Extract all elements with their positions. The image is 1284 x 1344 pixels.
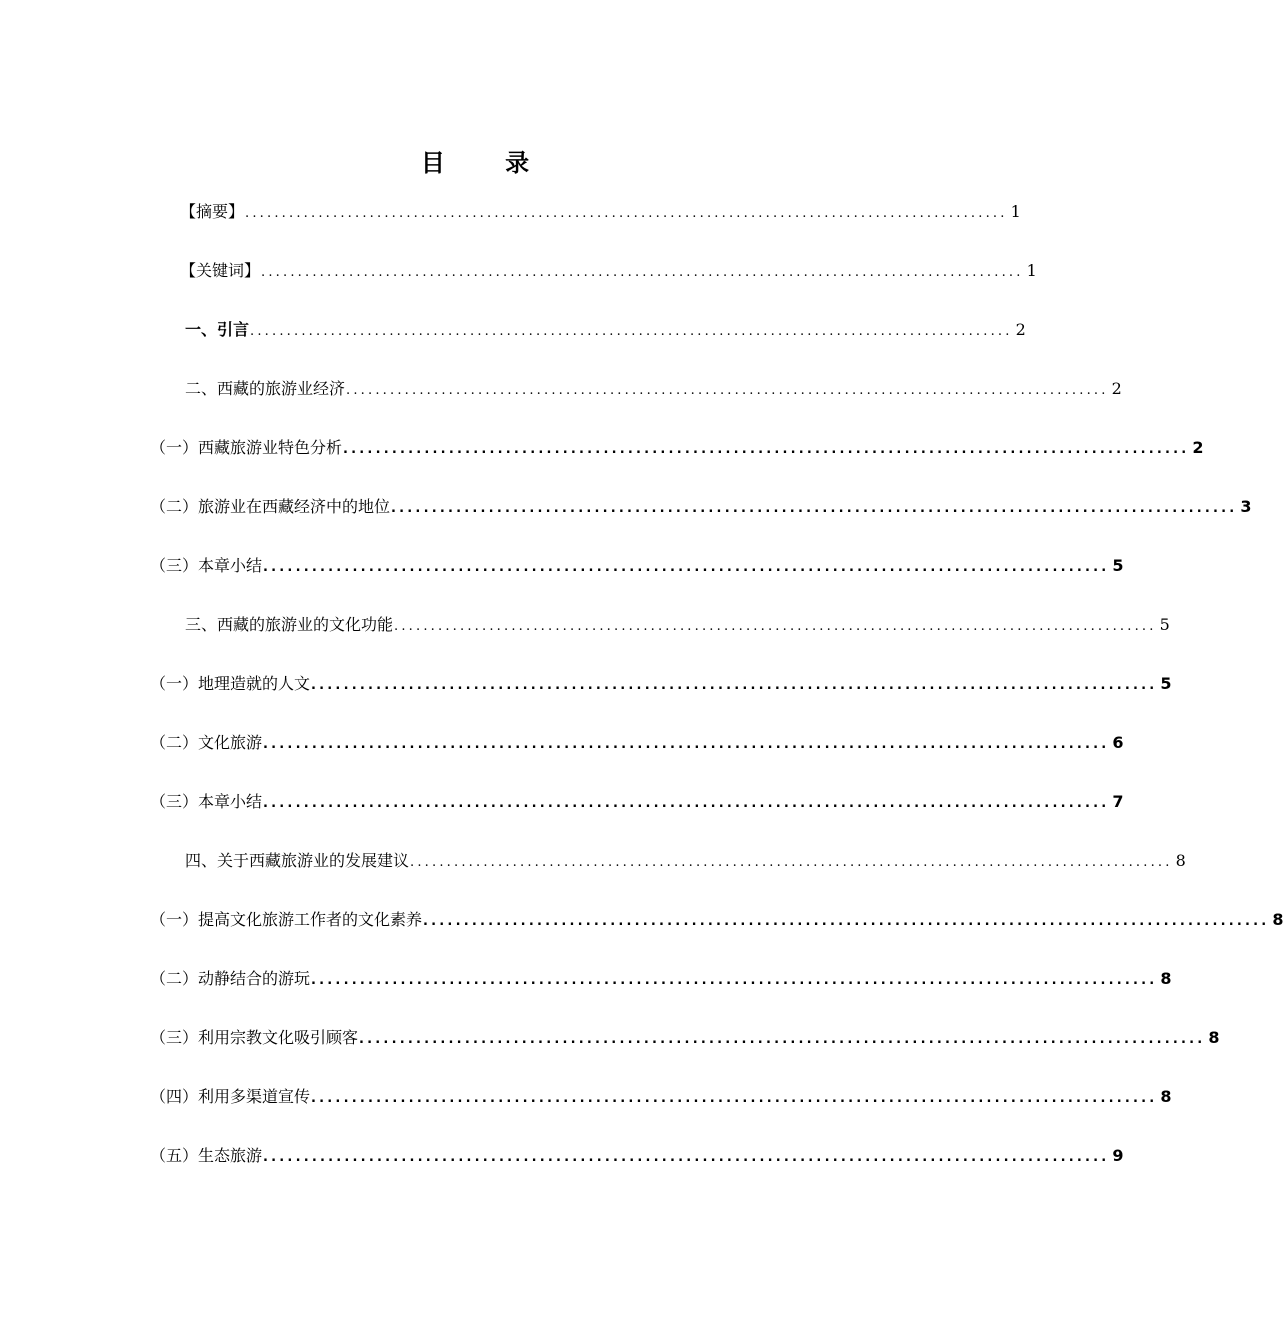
toc-entry-label: （三）本章小结 — [150, 792, 263, 811]
toc-entry-label: （二）旅游业在西藏经济中的地位 — [150, 497, 391, 516]
toc-dot-leader: ........................................................................................................ — [343, 442, 1190, 457]
toc-entry-page: 3 — [1240, 497, 1252, 516]
toc-entry-section-4-1[interactable] — [150, 904, 1284, 936]
toc-entry-page: 2 — [1111, 379, 1122, 398]
toc-dot-leader: ........................................................................................................ — [423, 914, 1270, 929]
toc-entry-label: 四、关于西藏旅游业的发展建议 — [185, 851, 410, 870]
toc-title: 目 录 — [420, 149, 556, 177]
toc-dot-leader: ........................................................................................................ — [346, 383, 1109, 398]
toc-entry-label: （二）文化旅游 — [150, 733, 263, 752]
toc-entry-section-4-5[interactable] — [150, 1140, 1124, 1172]
toc-entry-chapter-2[interactable] — [185, 373, 1122, 405]
toc-dot-leader: ........................................................................................................ — [261, 265, 1024, 280]
toc-dot-leader: ........................................................................................................ — [245, 206, 1008, 221]
toc-entry-page: 8 — [1208, 1028, 1220, 1047]
toc-dot-leader: ........................................................................................................ — [263, 560, 1110, 575]
toc-entry-label: （一）西藏旅游业特色分析 — [150, 438, 343, 457]
toc-entry-label: （一）提高文化旅游工作者的文化素养 — [150, 910, 423, 929]
toc-entry-label: （四）利用多渠道宣传 — [150, 1087, 311, 1106]
toc-dot-leader: ........................................................................................................ — [391, 501, 1238, 516]
toc-entry-page: 9 — [1112, 1146, 1124, 1165]
toc-entry-chapter-1[interactable] — [185, 314, 1026, 346]
toc-entry-label: 二、西藏的旅游业经济 — [185, 379, 346, 398]
toc-entry-label: 一、引言 — [185, 320, 250, 339]
toc-entry-label: （三）本章小结 — [150, 556, 263, 575]
toc-entry-label: 三、西藏的旅游业的文化功能 — [185, 615, 394, 634]
toc-entry-label: （一）地理造就的人文 — [150, 674, 311, 693]
toc-entry-section-3-1[interactable] — [150, 668, 1172, 700]
toc-entry-label: 【关键词】 — [180, 261, 261, 280]
toc-dot-leader: ........................................................................................................ — [311, 678, 1158, 693]
toc-entry-label: 【摘要】 — [180, 202, 245, 221]
toc-entry-page: 8 — [1272, 910, 1284, 929]
toc-dot-leader: ........................................................................................................ — [263, 796, 1110, 811]
toc-dot-leader: ........................................................................................................ — [311, 973, 1158, 988]
toc-dot-leader: ........................................................................................................ — [359, 1032, 1206, 1047]
toc-entry-page: 6 — [1112, 733, 1124, 752]
toc-entry-page: 8 — [1160, 1087, 1172, 1106]
toc-entry-section-2-1[interactable] — [150, 432, 1204, 464]
toc-dot-leader: ........................................................................................................ — [394, 619, 1157, 634]
toc-dot-leader: ........................................................................................................ — [263, 737, 1110, 752]
toc-entry-page: 2 — [1192, 438, 1204, 457]
toc-entry-section-2-2[interactable] — [150, 491, 1252, 523]
toc-entry-label: （二）动静结合的游玩 — [150, 969, 311, 988]
toc-entry-page: 2 — [1015, 320, 1026, 339]
toc-entry-page: 1 — [1010, 202, 1021, 221]
toc-entry-page: 8 — [1175, 851, 1186, 870]
toc-entry-page: 5 — [1112, 556, 1124, 575]
toc-entry-keywords[interactable] — [180, 255, 1037, 287]
toc-entry-section-3-2[interactable] — [150, 727, 1124, 759]
toc-entry-page: 1 — [1026, 261, 1037, 280]
toc-entry-section-4-2[interactable] — [150, 963, 1172, 995]
toc-entry-page: 5 — [1159, 615, 1170, 634]
toc-entry-chapter-4[interactable] — [185, 845, 1186, 877]
toc-entry-page: 8 — [1160, 969, 1172, 988]
toc-entry-label: （五）生态旅游 — [150, 1146, 263, 1165]
toc-entry-abstract[interactable] — [180, 196, 1021, 228]
toc-entry-section-2-3[interactable] — [150, 550, 1124, 582]
toc-dot-leader: ........................................................................................................ — [250, 324, 1013, 339]
toc-entry-section-4-4[interactable] — [150, 1081, 1172, 1113]
toc-entry-section-3-3[interactable] — [150, 786, 1124, 818]
toc-entry-page: 5 — [1160, 674, 1172, 693]
toc-entry-chapter-3[interactable] — [185, 609, 1170, 641]
toc-entry-label: （三）利用宗教文化吸引顾客 — [150, 1028, 359, 1047]
toc-dot-leader: ........................................................................................................ — [410, 855, 1173, 870]
toc-dot-leader: ........................................................................................................ — [311, 1091, 1158, 1106]
toc-entry-section-4-3[interactable] — [150, 1022, 1220, 1054]
toc-entry-page: 7 — [1112, 792, 1124, 811]
toc-dot-leader: ........................................................................................................ — [263, 1150, 1110, 1165]
